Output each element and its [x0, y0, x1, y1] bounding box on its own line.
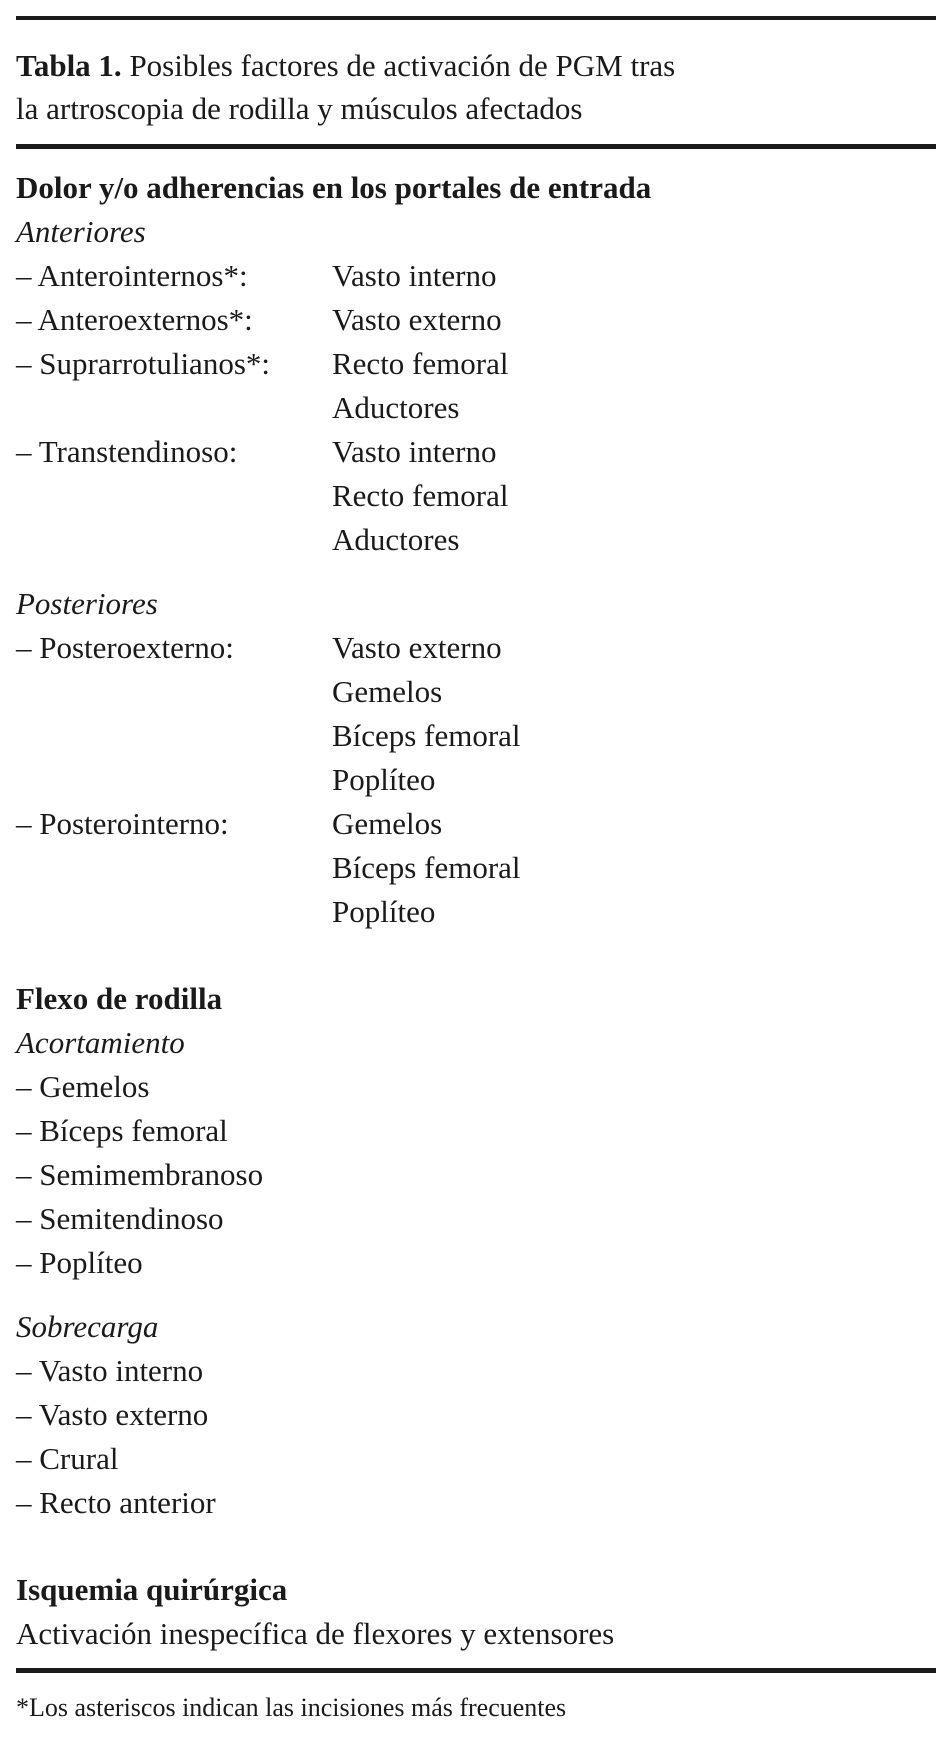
portal-label: – Posterointerno:: [16, 806, 229, 841]
section-heading-flexo: Flexo de rodilla: [16, 981, 223, 1016]
list-item: – Bíceps femoral: [16, 1113, 228, 1148]
list-item: – Semimembranoso: [16, 1157, 264, 1192]
portal-label: – Posteroexterno:: [16, 630, 234, 665]
muscle-item: Bíceps femoral: [332, 718, 521, 753]
list-item: – Poplíteo: [16, 1245, 143, 1280]
muscle-item: Poplíteo: [332, 762, 436, 797]
muscle-list: [332, 342, 508, 430]
muscle-list: [332, 430, 508, 562]
list-item: – Crural: [16, 1441, 119, 1476]
section-heading-portales: Dolor y/o adherencias en los portales de entrada: [16, 170, 652, 205]
muscle-item: Bíceps femoral: [332, 850, 521, 885]
muscle-item: Aductores: [332, 522, 460, 557]
muscle-item: Gemelos: [332, 674, 443, 709]
muscle-item: Recto femoral: [332, 478, 509, 513]
muscle-list: [332, 802, 521, 934]
table-body: [16, 166, 936, 1656]
table-row: [16, 626, 936, 802]
muscle-list: [332, 626, 521, 802]
muscle-item: Gemelos: [332, 806, 443, 841]
list-item: – Recto anterior: [16, 1485, 216, 1520]
muscle-item: Vasto interno: [332, 258, 497, 293]
muscle-item: Poplíteo: [332, 894, 436, 929]
subheading-sobrecarga: Sobrecarga: [16, 1309, 159, 1344]
portal-label: – Anterointernos*:: [16, 258, 248, 293]
isquemia-description: Activación inespecífica de flexores y extensores: [16, 1616, 615, 1651]
muscle-item: Vasto externo: [332, 630, 502, 665]
muscle-list: [332, 298, 502, 342]
list-item: – Vasto externo: [16, 1397, 209, 1432]
caption-text-1: Posibles factores de activación de PGM tras: [129, 48, 676, 83]
portal-label: – Anteroexternos*:: [16, 302, 253, 337]
table-row: [16, 254, 936, 298]
muscle-item: Recto femoral: [332, 346, 509, 381]
muscle-item: Vasto interno: [332, 434, 497, 469]
portal-label: – Transtendinoso:: [16, 434, 238, 469]
muscle-item: Vasto externo: [332, 302, 502, 337]
table-row: [16, 802, 936, 934]
list-item: – Semitendinoso: [16, 1201, 224, 1236]
muscle-item: Aductores: [332, 390, 460, 425]
footnote: *Los asteriscos indican las incisiones más frecuentes: [16, 1693, 567, 1722]
subheading-anteriores: Anteriores: [16, 214, 146, 249]
caption-text-2: la artroscopia de rodilla y músculos afectados: [16, 91, 583, 126]
subheading-posteriores: Posteriores: [16, 586, 158, 621]
list-item: – Gemelos: [16, 1069, 150, 1104]
caption-label: Tabla 1.: [16, 48, 122, 83]
list-item: – Vasto interno: [16, 1353, 204, 1388]
top-rule: [16, 16, 936, 20]
bottom-rule: [16, 1668, 936, 1673]
section-heading-isquemia: Isquemia quirúrgica: [16, 1572, 288, 1607]
table-caption: [16, 44, 916, 130]
table-row: [16, 298, 936, 342]
subheading-acortamiento: Acortamiento: [16, 1025, 185, 1060]
muscle-list: [332, 254, 496, 298]
table-row: [16, 342, 936, 430]
table-row: [16, 430, 936, 562]
portal-label: – Suprarrotulianos*:: [16, 346, 270, 381]
header-rule: [16, 144, 936, 149]
caption-line-1: [16, 44, 916, 87]
